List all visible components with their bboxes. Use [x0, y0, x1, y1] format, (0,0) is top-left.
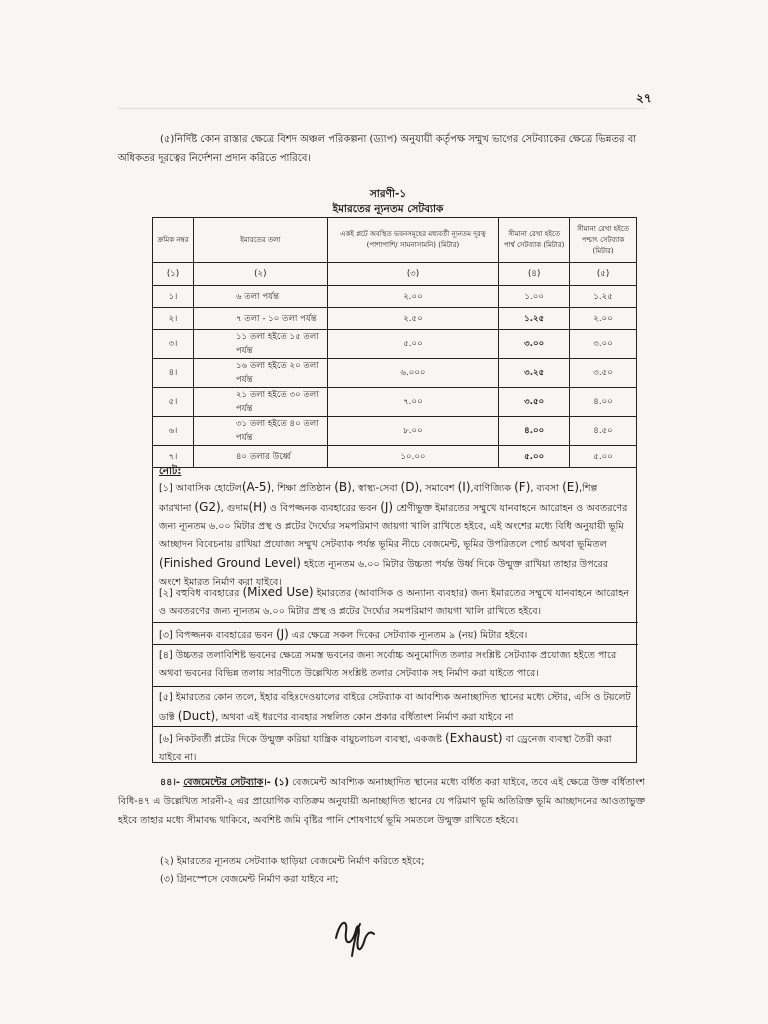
- intro-paragraph: (৫)নির্দিষ্ট কোন রাস্তার ক্ষেত্রে বিশদ অঞ্চল পরিকল্পনা (ড্যাপ) অনুযায়ী কর্তৃপক্ষ সম্মুখ ভাগের সেটব্যাকের ক্ষেত্রে ভিন্নতর বা অধিকতর দূরত্বের নির্দেশনা প্রদান করিতে পারিবে।: [118, 134, 637, 164]
- cell-floors: ১৬ তলা হইতে ২০ তলা পর্যন্ত: [193, 359, 327, 388]
- cell-between: ৮.০০: [327, 417, 499, 446]
- note-5: [৫] ইমারতের কোন তলে, ইহার বহিঃদেওয়ালের বাইরে সেটব্যাক বা আবশ্যিক অনাচ্ছাদিত স্থানের মধ্যে স্টোর, এসি ও টয়লেট ডাক্ট (Duct), অথবা এই ধরণের ব্যবহার সম্বলিত কোন প্রকার বর্ধিতাংশ নির্মাণ করা যাইবে না: [153, 686, 638, 729]
- column-number: (১): [153, 263, 194, 286]
- notes-title: নোট:: [159, 466, 182, 477]
- header-serial: ক্রমিক নম্বর: [153, 218, 194, 263]
- cell-between: ২.০০: [327, 286, 499, 308]
- cell-serial: ১।: [153, 286, 194, 308]
- table-header-row: [153, 218, 637, 263]
- cell-rear: ৪.০০: [570, 388, 637, 417]
- cell-between: ২.৫০: [327, 308, 499, 330]
- notes-box: [152, 460, 637, 763]
- table-title: ইমারতের ন্যূনতম সেটব্যাক: [332, 203, 444, 215]
- rule-heading: বেজমেন্টের সেটব্যাক: [183, 777, 264, 788]
- rule-44-sub-2: (২) ইমারতের ন্যূনতম সেটব্যাক ছাড়িয়া বেজমেন্ট নির্মাণ করিতে হইবে;: [160, 856, 425, 867]
- note-6: [৬] নিকটবর্তী প্লটের দিকে উন্মুক্ত করিয়া যান্ত্রিক বায়ুচলাচল ব্যবস্থা, একজষ্ট (Exhaust) বা ড্রেনেজ ব্যবস্থা তৈরী করা যাইবে না।: [153, 726, 638, 769]
- cell-rear: ৫.০০: [570, 446, 637, 468]
- cell-floors: ৩১ তলা হইতে ৪০ তলা পর্যন্ত: [193, 417, 327, 446]
- cell-serial: ৪।: [153, 359, 194, 388]
- rule-44-sub-3: (৩) গ্রিনস্পেসে বেজমেন্ট নির্মাণ করা যাইবে না;: [160, 874, 339, 885]
- cell-floors: ১১ তলা হইতে ১৫ তলা পর্যন্ত: [193, 330, 327, 359]
- cell-floors: ৬ তলা পর্যন্ত: [193, 286, 327, 308]
- cell-rear: ৪.৫০: [570, 417, 637, 446]
- table-row: [153, 359, 637, 388]
- cell-side: ১.০০: [499, 286, 570, 308]
- column-number: (৪): [499, 263, 570, 286]
- table-row: [153, 388, 637, 417]
- rule-44-paragraph: [118, 773, 658, 830]
- table-row: [153, 286, 637, 308]
- column-number: (৫): [570, 263, 637, 286]
- column-number: (২): [193, 263, 327, 286]
- cell-rear: ২.০০: [570, 308, 637, 330]
- header-side-setback: সীমানা রেখা হইতে পার্শ্ব সেটব্যাক (মিটার): [499, 218, 570, 263]
- note-3: [৩] বিপজ্জনক ব্যবহারের ভবন (J) এর ক্ষেত্রে সকল দিকের সেটব্যাক ন্যূনতম ৯ (নয়) মিটার হইবে।: [153, 622, 638, 647]
- cell-serial: ৭।: [153, 446, 194, 468]
- page-number: ২৭: [636, 91, 652, 105]
- note-1: [১] আবাসিক হোটেল(A-5), শিক্ষা প্রতিষ্ঠান (B), স্বাস্থ্য-সেবা (D), সমাবেশ (I),বাণিজ্যিক (F), ব্যবসা (E),শিল্প কারখানা (G2), গুদাম(H) ও বিপজ্জনক ব্যবহারের ভবন (J) শ্রেণীভুক্ত ইমারতের সম্মুখে যানবাহনে আরোহন ও অবতরণের জন্য ন্যূনতম ৬.০০ মিটার প্রস্থ ও প্লটের দৈর্ঘ্যের সমপরিমাণ জায়গা খালি রাখিতে হইবে, এই অংশের মধ্যে বিধি অনুযায়ী ভূমি আচ্ছাদন বিবেচনায় রাখিয়া প্রযোজ্য সম্মুখ সেটব্যাক পর্যন্ত ভূমির নীচে বেজমেন্ট, ভূমির উপরিতলে পোর্চ অথবা ভূমিতল (Finished Ground Level) হইতে ন্যূনতম ৬.০০ মিটার উচ্চতা পর্যন্ত উর্ধ্ব দিকে উন্মুক্ত রাখিয়া তাহার উপরের অংশে ইমারত নির্মাণ করা যাইবে।: [159, 480, 628, 588]
- cell-serial: ৬।: [153, 417, 194, 446]
- cell-side: ৩.০০: [499, 330, 570, 359]
- setback-table: [152, 217, 637, 468]
- cell-rear: ১.২৫: [570, 286, 637, 308]
- header-floors: ইমারতের তলা: [193, 218, 327, 263]
- cell-side: ১.২৫: [499, 308, 570, 330]
- cell-rear: ৩.৫০: [570, 359, 637, 388]
- cell-floors: ৭ তলা - ১০ তলা পর্যন্ত: [193, 308, 327, 330]
- cell-serial: ৩।: [153, 330, 194, 359]
- header-rear-setback: সীমানা রেখা হইতে পশ্চাৎ সেটব্যাক (মিটার): [570, 218, 637, 263]
- rule-body: বেজমেন্ট আবশ্যিক অনাচ্ছাদিত স্থানের মধ্যে বর্ধিত করা যাইবে, তবে এই ক্ষেত্রে উক্ত বর্ধিতাংশ বিধি-৪৭ এ উল্লেখিত সারনী-২ এর প্রায়োগিক ব্যতিক্রম অনুযায়ী অনাচ্ছাদিত স্থানের যে পরিমাণ ভূমি অতিরিক্ত ভূমি আচ্ছাদনের আওতাভুক্ত হইবে তাহার মধ্যে সীমাবদ্ধ থাকিবে, অবশিষ্ট জমি বৃষ্টির পানি শোষণার্থে ভূমি সমতলে উন্মুক্ত রাখিতে হইবে।: [118, 777, 646, 826]
- cell-serial: ২।: [153, 308, 194, 330]
- rule-sub-1: ।- (১): [263, 777, 290, 788]
- table-label: সারণী-১: [369, 188, 407, 200]
- rule-number: ৪৪।-: [160, 777, 184, 788]
- note-4: [৪] উচ্চতর তলাবিশিষ্ট ভবনের ক্ষেত্রে সমস্ত ভবনের জন্য সর্বোচ্চ অনুমোদিত তলার সংশ্লিষ্ট সেটব্যাক প্রযোজ্য হইতে পারে অথবা ভবনের বিভিন্ন তলায় সারণীতে উল্লেখিত সংশ্লিষ্ট তলার সেটব্যাক সহ নির্মাণ করা যাইতে পারে।: [153, 644, 638, 685]
- header-between-buildings: একই প্লটে অবস্থিত ভবনসমূহের মধ্যবর্তী ন্যূনতম দূরত্ব (পাশাপাশি/ সামনাসামনি) (মিটার): [327, 218, 499, 263]
- cell-serial: ৫।: [153, 388, 194, 417]
- note-2: [২] বহুবিধ ব্যবহারের (Mixed Use) ইমারতের (আবাসিক ও অন্যান্য ব্যবহার) জন্য ইমারতের সম্মুখে যানবাহনে আরোহন ও অবতরণের জন্য ন্যূনতম ৬.০০ মিটার প্রস্থ ও প্লটের দৈর্ঘ্যের সমপরিমাণ জায়গা খালি রাখিতে হইবে।: [159, 585, 630, 617]
- table-row: [153, 308, 637, 330]
- cell-side: ৩.২৫: [499, 359, 570, 388]
- column-number: (৩): [327, 263, 499, 286]
- cell-between: ৬.০০০: [327, 359, 499, 388]
- cell-floors: ৪০ তলার উর্ধ্বে: [193, 446, 327, 468]
- cell-between: ৭.০০: [327, 388, 499, 417]
- cell-rear: ৩.০০: [570, 330, 637, 359]
- cell-between: ১০.০০: [327, 446, 499, 468]
- table-row: [153, 330, 637, 359]
- cell-between: ৫.০০: [327, 330, 499, 359]
- cell-side: ৫.০০: [499, 446, 570, 468]
- cell-side: ৩.৫০: [499, 388, 570, 417]
- column-number-row: [153, 263, 637, 286]
- cell-side: ৪.০০: [499, 417, 570, 446]
- header-rule: [118, 108, 646, 109]
- signature: [330, 912, 380, 960]
- cell-floors: ২১ তলা হইতে ৩০ তলা পর্যন্ত: [193, 388, 327, 417]
- table-row: [153, 417, 637, 446]
